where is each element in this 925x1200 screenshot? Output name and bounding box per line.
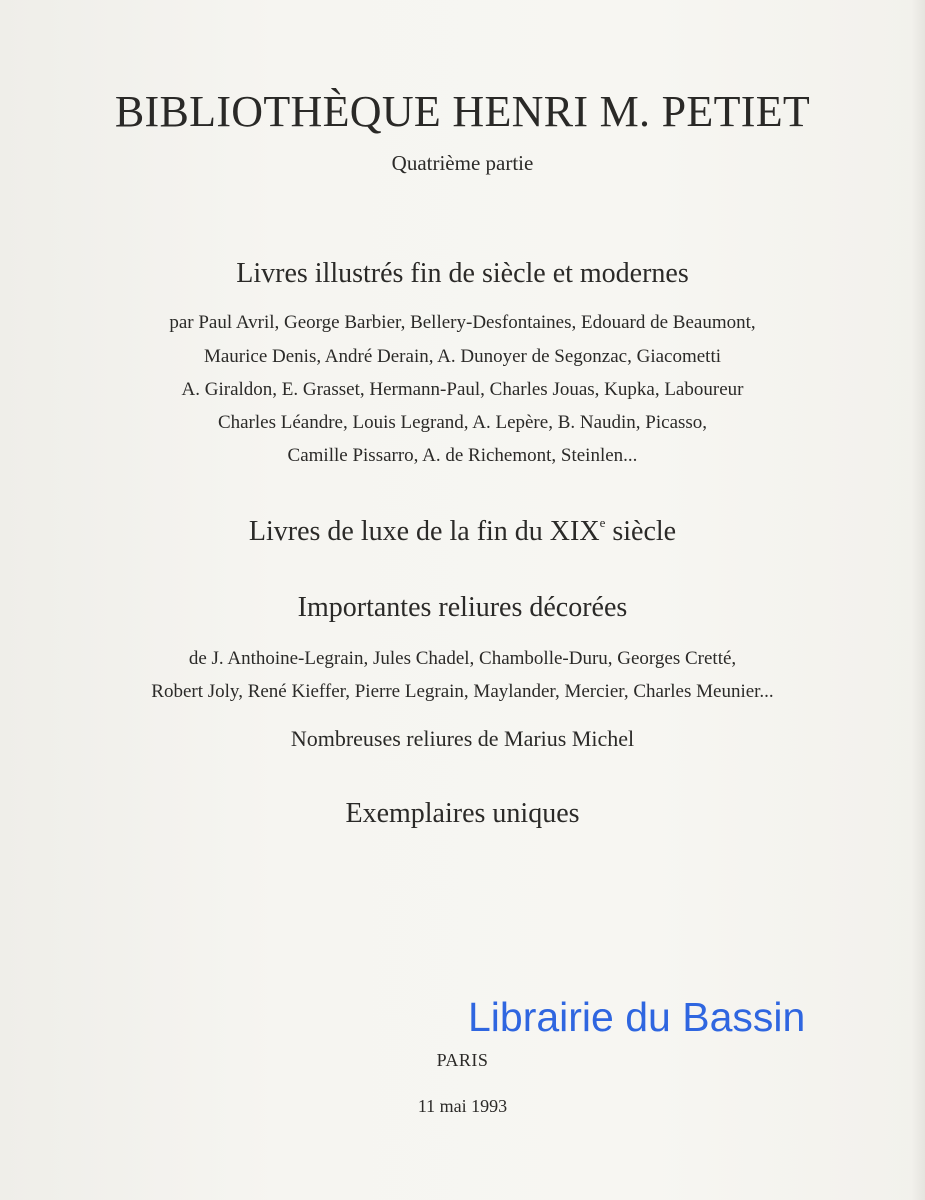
binders-line: Robert Joly, René Kieffer, Pierre Legrain, Maylander, Mercier, Charles Meunier... — [151, 681, 774, 702]
bookseller-watermark: Librairie du Bassin — [468, 994, 806, 1040]
heading-luxury-books — [0, 515, 925, 547]
artists-line: Charles Léandre, Louis Legrand, A. Lepère, B. Naudin, Picasso, — [217, 412, 708, 433]
page-title: BIBLIOTHÈQUE HENRI M. PETIET — [114, 87, 811, 136]
heading-unique-copies: Exemplaires uniques — [345, 798, 580, 829]
heading-luxury-superscript: e — [599, 515, 606, 530]
imprint-date: 11 mai 1993 — [417, 1096, 508, 1116]
binders-line: de J. Anthoine-Legrain, Jules Chadel, Chambolle-Duru, Georges Cretté, — [188, 648, 737, 669]
artists-line: A. Giraldon, E. Grasset, Hermann-Paul, Charles Jouas, Kupka, Laboureur — [181, 379, 744, 400]
imprint-city: PARIS — [436, 1050, 489, 1070]
marius-michel-note: Nombreuses reliures de Marius Michel — [290, 726, 635, 751]
heading-luxury-suffix: siècle — [605, 516, 677, 547]
heading-illustrated-books: Livres illustrés fin de siècle et modernes — [236, 258, 689, 289]
artists-line: Camille Pissarro, A. de Richemont, Steinlen... — [287, 445, 638, 466]
page-subtitle: Quatrième partie — [391, 151, 534, 175]
heading-luxury-prefix: Livres de luxe de la fin du XIX — [248, 516, 600, 547]
artists-line: Maurice Denis, André Derain, A. Dunoyer de Segonzac, Giacometti — [203, 346, 722, 367]
artists-line: par Paul Avril, George Barbier, Bellery-Desfontaines, Edouard de Beaumont, — [169, 312, 756, 333]
heading-bindings: Importantes reliures décorées — [297, 592, 628, 623]
